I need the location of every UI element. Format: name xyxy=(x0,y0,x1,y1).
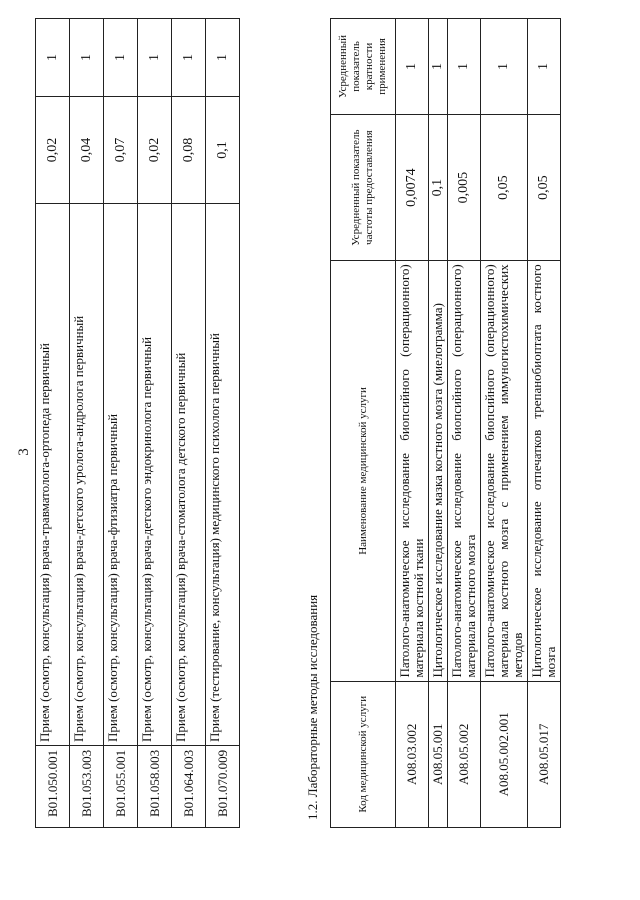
table-header-row xyxy=(331,19,396,828)
consultations-table xyxy=(35,18,240,828)
page-number: 3 xyxy=(16,448,32,456)
cell-code: A08.03.002 xyxy=(396,681,429,827)
table-row xyxy=(70,19,104,828)
cell-name: Патолого-анатомическое исследование биопсийного (операционного) материала костного мозга xyxy=(448,261,481,681)
table-row xyxy=(429,19,448,828)
cell-name: Прием (осмотр, консультация) врача-детского эндокринолога первичный xyxy=(138,204,172,746)
table-row xyxy=(528,19,561,828)
table-row xyxy=(172,19,206,828)
lab-methods-table xyxy=(330,18,561,828)
cell-frequency: 0,05 xyxy=(481,114,528,260)
cell-code: B01.053.003 xyxy=(70,746,104,828)
header-mult: Усредненный показатель кратности применения xyxy=(331,19,396,115)
cell-frequency: 0,05 xyxy=(528,114,561,260)
cell-code: B01.058.003 xyxy=(138,746,172,828)
cell-name: Прием (осмотр, консультация) врача-стоматолога детского первичный xyxy=(172,204,206,746)
cell-name: Цитологическое исследование мазка костного мозга (миелограмма) xyxy=(429,261,448,681)
header-code: Код медицинской услуги xyxy=(331,681,396,827)
cell-frequency: 0,02 xyxy=(138,97,172,204)
cell-multiplicity: 1 xyxy=(448,19,481,115)
cell-name: Патолого-анатомическое исследование биопсийного (операционного) материала костной ткани xyxy=(396,261,429,681)
cell-frequency: 0,07 xyxy=(104,97,138,204)
cell-code: A08.05.001 xyxy=(429,681,448,827)
cell-multiplicity: 1 xyxy=(36,19,70,97)
cell-multiplicity: 1 xyxy=(206,19,240,97)
cell-multiplicity: 1 xyxy=(70,19,104,97)
cell-name: Прием (тестирование, консультация) медицинского психолога первичный xyxy=(206,204,240,746)
cell-multiplicity: 1 xyxy=(138,19,172,97)
table-row xyxy=(206,19,240,828)
cell-code: B01.070.009 xyxy=(206,746,240,828)
table-row xyxy=(104,19,138,828)
table-row xyxy=(448,19,481,828)
cell-frequency: 0,1 xyxy=(206,97,240,204)
header-freq: Усредненный показатель частоты предоставления xyxy=(331,114,396,260)
table-row xyxy=(481,19,528,828)
cell-multiplicity: 1 xyxy=(528,19,561,115)
cell-frequency: 0,04 xyxy=(70,97,104,204)
cell-name: Прием (осмотр, консультация) врача-фтизиатра первичный xyxy=(104,204,138,746)
cell-frequency: 0,02 xyxy=(36,97,70,204)
cell-name: Прием (осмотр, консультация) врача-травматолога-ортопеда первичный xyxy=(36,204,70,746)
cell-code: B01.050.001 xyxy=(36,746,70,828)
header-name: Наименование медицинской услуги xyxy=(331,261,396,681)
cell-name: Прием (осмотр, консультация) врача-детского уролога-андролога первичный xyxy=(70,204,104,746)
cell-code: A08.05.017 xyxy=(528,681,561,827)
cell-name: Цитологическое исследование отпечатков трепанобиоптата костного мозга xyxy=(528,261,561,681)
cell-name: Патолого-анатомическое исследование биопсийного (операционного) материала костного мозга с применением иммуногистохимических методов xyxy=(481,261,528,681)
cell-multiplicity: 1 xyxy=(396,19,429,115)
cell-code: B01.064.003 xyxy=(172,746,206,828)
cell-frequency: 0,1 xyxy=(429,114,448,260)
cell-frequency: 0,08 xyxy=(172,97,206,204)
cell-frequency: 0,0074 xyxy=(396,114,429,260)
cell-multiplicity: 1 xyxy=(429,19,448,115)
cell-frequency: 0,005 xyxy=(448,114,481,260)
section-title: 1.2. Лабораторные методы исследования xyxy=(305,594,320,820)
table-row xyxy=(36,19,70,828)
cell-code: A08.05.002 xyxy=(448,681,481,827)
cell-code: B01.055.001 xyxy=(104,746,138,828)
cell-multiplicity: 1 xyxy=(104,19,138,97)
table-row xyxy=(396,19,429,828)
table-row xyxy=(138,19,172,828)
cell-code: A08.05.002.001 xyxy=(481,681,528,827)
cell-multiplicity: 1 xyxy=(172,19,206,97)
cell-multiplicity: 1 xyxy=(481,19,528,115)
